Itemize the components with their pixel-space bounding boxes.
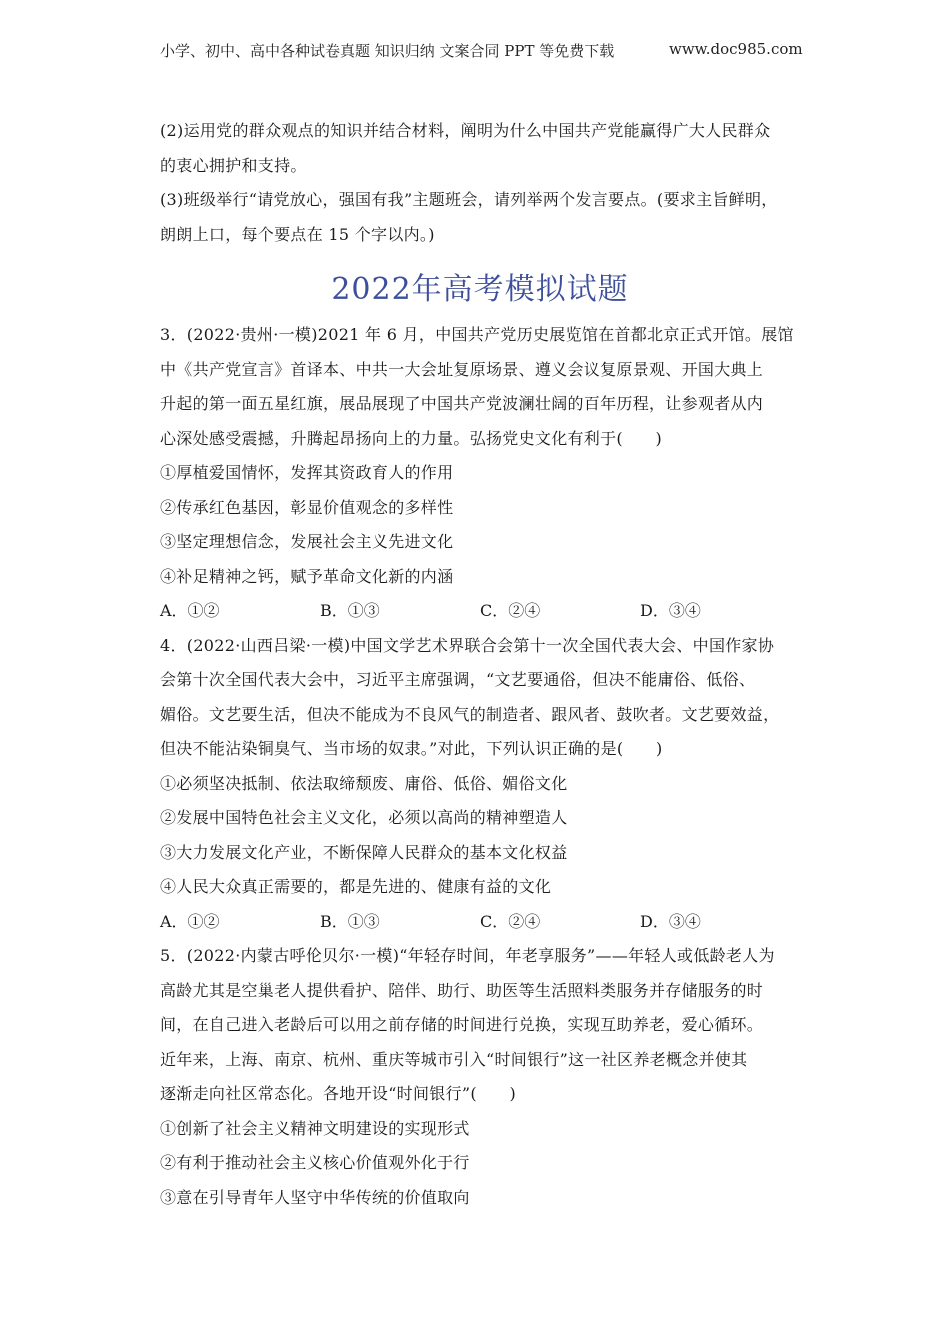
question-stem-line: 心深处感受震撼，升腾起昂扬向上的力量。弘扬党史文化有利于( ) <box>160 428 663 448</box>
question-stem-line: 3．(2022·贵州·一模)2021 年 6 月，中国共产党历史展览馆在首都北京正式开馆。展馆 <box>160 325 794 344</box>
statement-option: ④补足精神之钙，赋予革命文化新的内涵 <box>160 566 454 586</box>
question-2-part2-line1: (2)运用党的群众观点的知识并结合材料，阐明为什么中国共产党能赢得广大人民群众 <box>160 121 771 140</box>
question-2-part3-line1: (3)班级举行“请党放心，强国有我”主题班会，请列举两个发言要点。(要求主旨鲜明， <box>160 190 778 209</box>
statement-option: ③意在引导青年人坚守中华传统的价值取向 <box>160 1187 470 1207</box>
header-url[interactable]: www.doc985.com <box>669 40 803 58</box>
question-2-part2-line2: 的衷心拥护和支持。 <box>160 155 307 175</box>
question-stem-line: 媚俗。文艺要生活，但决不能成为不良风气的制造者、跟风者、鼓吹者。文艺要效益， <box>160 704 780 724</box>
question-stem-line: 但决不能沾染铜臭气、当市场的奴隶。”对此，下列认识正确的是( ) <box>160 739 663 758</box>
question-stem-line: 逐渐走向社区常态化。各地开设“时间银行”( ) <box>160 1084 517 1103</box>
statement-option: ①厚植爱国情怀，发挥其资政育人的作用 <box>160 463 454 482</box>
statement-option: ②有利于推动社会主义核心价值观外化于行 <box>160 1153 470 1172</box>
choice-c: C．②④ <box>480 601 541 620</box>
statement-option: ③坚定理想信念，发展社会主义先进文化 <box>160 532 454 551</box>
answer-choices <box>160 594 800 629</box>
statement-option: ①必须坚决抵制、依法取缔颓废、庸俗、低俗、媚俗文化 <box>160 773 568 793</box>
question-stem-line: 升起的第一面五星红旗，展品展现了中国共产党波澜壮阔的百年历程，让参观者从内 <box>160 394 764 413</box>
question-2-part3-line2: 朗朗上口，每个要点在 15 个字以内。) <box>160 224 435 244</box>
question-stem-line: 近年来，上海、南京、杭州、重庆等城市引入“时间银行”这一社区养老概念并使其 <box>160 1049 748 1069</box>
question-stem-line: 会第十次全国代表大会中，习近平主席强调，“文艺要通俗，但决不能庸俗、低俗、 <box>160 670 756 689</box>
statement-option: ①创新了社会主义精神文明建设的实现形式 <box>160 1118 470 1138</box>
question-4 <box>160 629 800 940</box>
statement-option: ②传承红色基因，彰显价值观念的多样性 <box>160 497 454 517</box>
choice-c: C．②④ <box>480 911 541 931</box>
question-stem-line: 4．(2022·山西吕梁·一模)中国文学艺术界联合会第十一次全国代表大会、中国作家协 <box>160 635 775 655</box>
statement-option: ④人民大众真正需要的，都是先进的、健康有益的文化 <box>160 877 552 896</box>
choice-b: B．①③ <box>320 911 380 931</box>
choice-a: A．①② <box>160 911 220 931</box>
question-stem-line: 间，在自己进入老龄后可以用之前存储的时间进行兑换，实现互助养老，爱心循环。 <box>160 1015 764 1034</box>
answer-choices <box>160 905 800 940</box>
question-5 <box>160 939 800 1215</box>
choice-d: D．③④ <box>640 911 701 931</box>
question-stem-line: 高龄尤其是空巢老人提供看护、陪伴、助行、助医等生活照料类服务并存储服务的时 <box>160 980 764 1000</box>
choice-b: B．①③ <box>320 601 380 620</box>
statement-option: ③大力发展文化产业，不断保障人民群众的基本文化权益 <box>160 842 568 862</box>
question-3 <box>160 318 800 629</box>
question-stem-line: 中《共产党宣言》首译本、中共一大会址复原场景、遵义会议复原景观、开国大典上 <box>160 359 764 379</box>
question-stem-line: 5．(2022·内蒙古呼伦贝尔·一模)“年轻存时间，年老享服务”——年轻人或低龄老人为 <box>160 946 775 965</box>
choice-a: A．①② <box>160 601 220 620</box>
header-banner-text: 小学、初中、高中各种试卷真题 知识归纳 文案合同 PPT 等免费下载 <box>160 42 615 60</box>
choice-d: D．③④ <box>640 601 701 620</box>
section-title: 2022年高考模拟试题 <box>331 272 629 307</box>
statement-option: ②发展中国特色社会主义文化，必须以高尚的精神塑造人 <box>160 808 568 827</box>
document-body <box>160 114 800 1215</box>
